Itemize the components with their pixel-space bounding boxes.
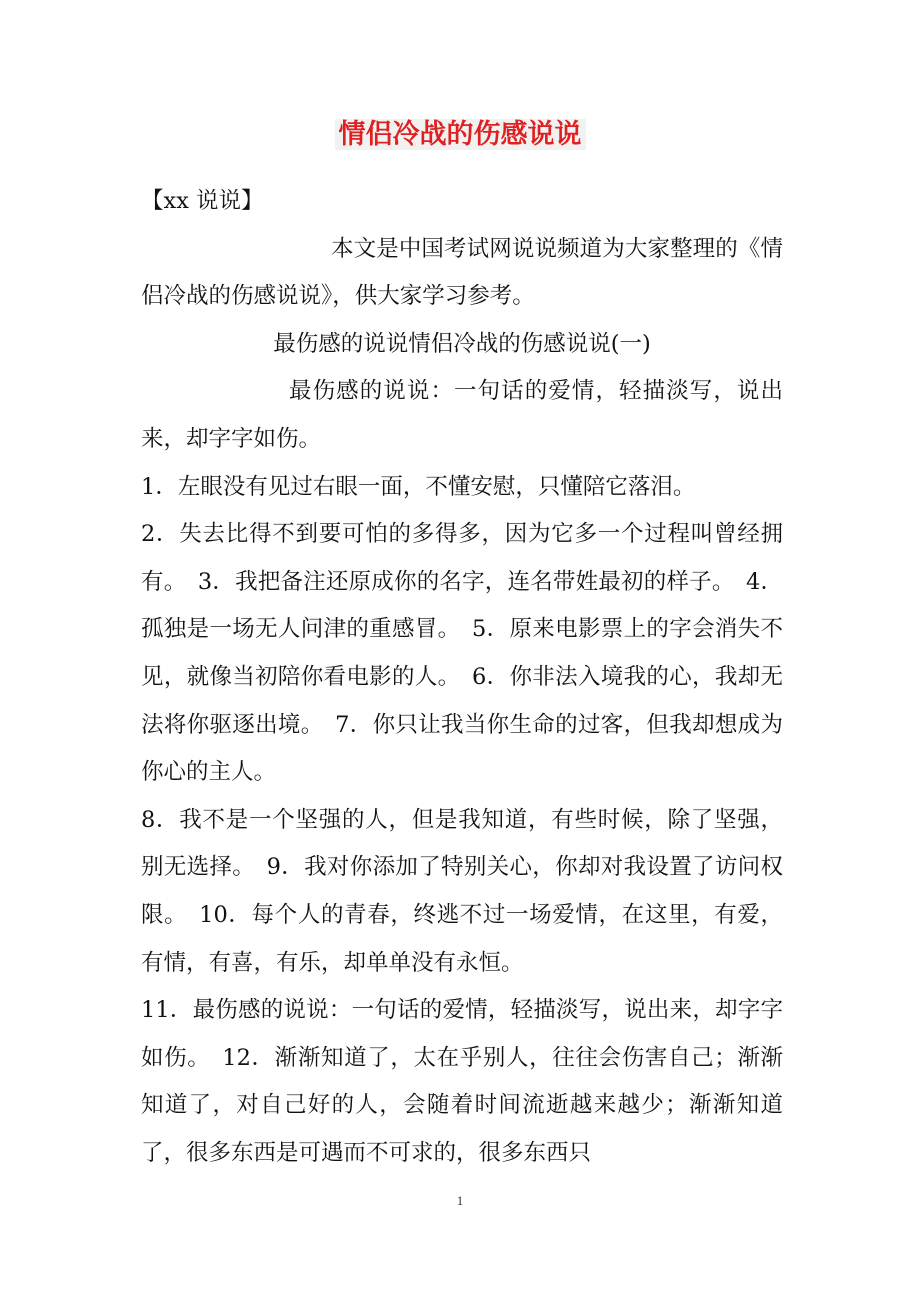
body-paragraph-2: 2．失去比得不到要可怕的多得多，因为它多一个过程叫曾经拥有。 3．我把备注还原成你的名字，连名带姓最初的样子。 4．孤独是一场无人问津的重感冒。 5．原来电影票上的字会消失不见，就像当初陪你看电影的人。 6．你非法入境我的心，我却无法将你驱逐出境。 7．你只让我当你生命的过客，但我却想成为你心的主人。 [141,521,783,786]
intro-paragraph: 本文是中国考试网说说频道为大家整理的《情侣冷战的伤感说说》，供大家学习参考。 [141,235,783,310]
body-paragraph-4: 11．最伤感的说说：一句话的爱情，轻描淡写，说出来，却字字如伤。 12．渐渐知道了，太在乎别人，往往会伤害自己；渐渐知道了，对自己好的人，会随着时间流逝越来越少；渐渐知道了，很多东西是可遇而不可求的，很多东西只 [141,997,783,1166]
body-paragraph-3: 8．我不是一个坚强的人，但是我知道，有些时候，除了坚强，别无选择。 9．我对你添加了特别关心，你却对我设置了访问权限。 10．每个人的青春，终逃不过一场爱情，在这里，有爱，有情，有喜，有乐，却单单没有永恒。 [141,806,783,976]
document-body [141,178,783,1177]
document-title [0,115,920,155]
document-title-text: 情侣冷战的伤感说说 [335,119,586,150]
lead-paragraph: 最伤感的说说：一句话的爱情，轻描淡写，说出来，却字字如伤。 [141,378,783,452]
section-tag: 【xx 说说】 [141,188,264,214]
section-subheading: 最伤感的说说情侣冷战的伤感说说(一) [273,330,651,357]
body-paragraph-1: 1．左眼没有见过右眼一面，不懂安慰，只懂陪它落泪。 [141,473,696,500]
page-number: 1 [456,1193,464,1208]
